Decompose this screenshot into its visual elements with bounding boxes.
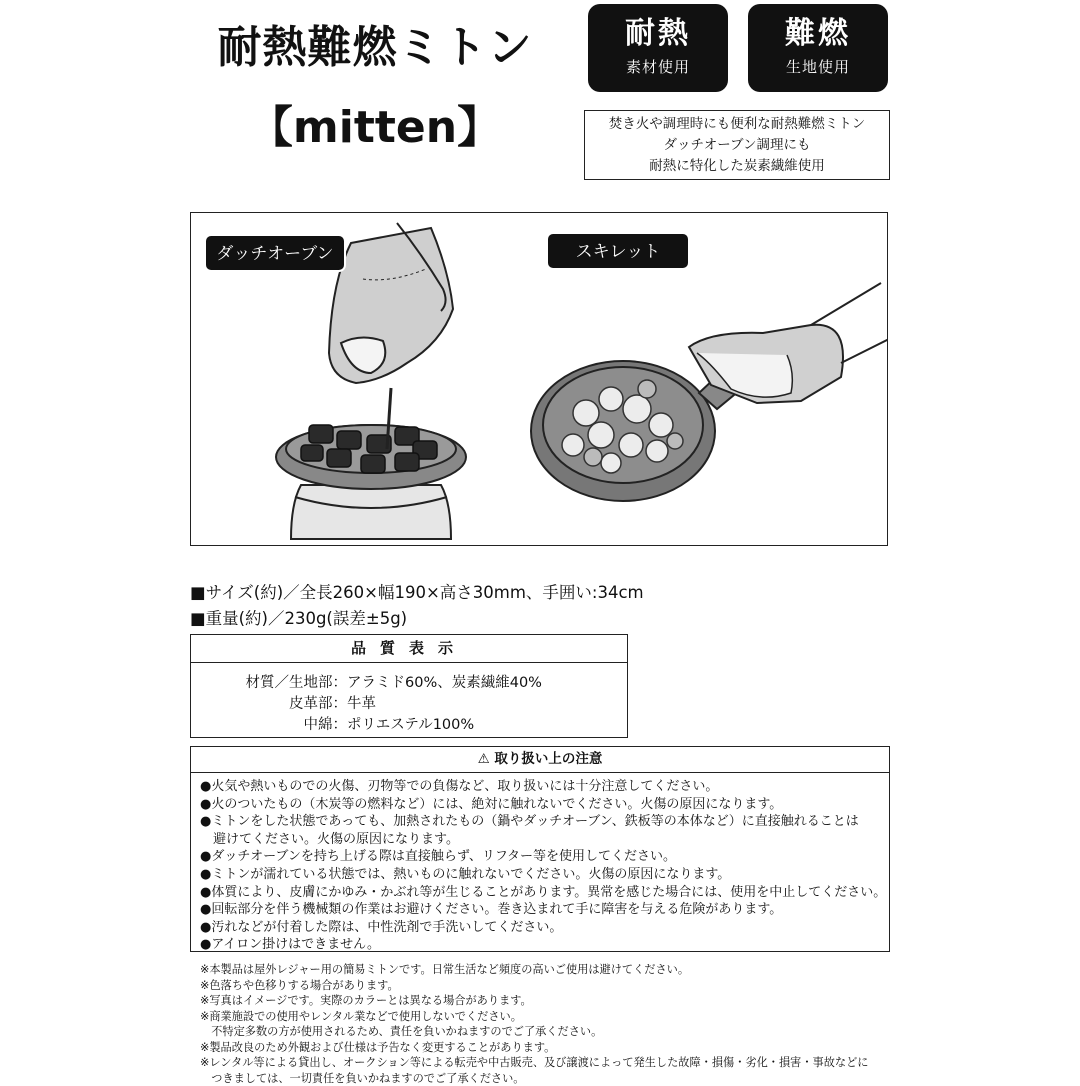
quality-heading: 品質表示 (191, 635, 627, 663)
caution-item: ●ミトンをした状態であっても、加熱されたもの（鍋やダッチオーブン、鉄板等の本体など）に直接触れることは (200, 813, 889, 831)
scene-label-dutch-oven: ダッチオーブン (216, 244, 333, 264)
caution-item: ●体質により、皮膚にかゆみ・かぶれ等が生じることがあります。異常を感じた場合には、使用を中止してください。 (200, 884, 889, 902)
footnotes (200, 962, 869, 1086)
badge-heading: 難燃 (748, 14, 888, 54)
caution-box (190, 746, 890, 952)
description-line: 耐熱に特化した炭素繊維使用 (585, 156, 889, 177)
footnote: つきましては、一切責任を負いかねますのでご了承ください。 (200, 1071, 869, 1086)
badge-heading: 耐熱 (588, 14, 728, 54)
quality-row (191, 673, 627, 694)
caution-item: ●汚れなどが付着した際は、中性洗剤で手洗いしてください。 (200, 919, 889, 937)
caution-item: ●火のついたもの（木炭等の燃料など）には、絶対に触れないでください。火傷の原因になります。 (200, 796, 889, 814)
quality-label-table (190, 634, 628, 738)
caution-heading: ⚠ 取り扱い上の注意 (191, 747, 889, 773)
footnote: ※写真はイメージです。実際のカラーとは異なる場合があります。 (200, 993, 869, 1009)
quality-row (191, 694, 627, 715)
badge-caption: 生地使用 (748, 54, 888, 80)
footnote: ※商業施設での使用やレンタル業などで使用しないでください。 (200, 1009, 869, 1025)
caution-item: ●ダッチオーブンを持ち上げる際は直接触らず、リフター等を使用してください。 (200, 848, 889, 866)
caution-item: ●火気や熱いものでの火傷、刃物等での負傷など、取り扱いには十分注意してください。 (200, 778, 889, 796)
caution-item: ●ミトンが濡れている状態では、熱いものに触れないでください。火傷の原因になります。 (200, 866, 889, 884)
footnote: ※色落ちや色移りする場合があります。 (200, 978, 869, 994)
caution-item: ●回転部分を伴う機械類の作業はお避けください。巻き込まれて手に障害を与える危険があります。 (200, 901, 889, 919)
spec-weight: ■重量(約)／230g(誤差±5g) (190, 608, 407, 630)
usage-drawing (191, 213, 888, 546)
heat-resistant-badge (588, 4, 728, 92)
scene-label-skillet: スキレット (576, 242, 661, 262)
footnote: 不特定多数の方が使用されるため、責任を負いかねますのでご了承ください。 (200, 1024, 869, 1040)
caution-item: ●アイロン掛けはできません。 (200, 936, 889, 954)
footnote: ※レンタル等による貸出し、オークション等による転売や中古販売、及び譲渡によって発生した故障・損傷・劣化・損害・事故などに (200, 1055, 869, 1071)
usage-illustration (190, 212, 888, 546)
description-line: 焚き火や調理時にも便利な耐熱難燃ミトン (585, 114, 889, 135)
caution-item: 避けてください。火傷の原因になります。 (200, 831, 889, 849)
quality-value: 牛革 (347, 694, 376, 715)
quality-key: 中綿： (191, 715, 347, 736)
description-line: ダッチオーブン調理にも (585, 135, 889, 156)
quality-value: アラミド60%、炭素繊維40% (347, 673, 542, 694)
quality-row (191, 715, 627, 736)
quality-key: 材質／生地部： (191, 673, 347, 694)
product-description (584, 110, 890, 180)
footnote: ※本製品は屋外レジャー用の簡易ミトンです。日常生活など頻度の高いご使用は避けてください。 (200, 962, 869, 978)
badge-caption: 素材使用 (588, 54, 728, 80)
page-subtitle: 【mitten】 (190, 98, 560, 158)
skillet-drawing (531, 283, 888, 501)
spec-size: ■サイズ(約)／全長260×幅190×高さ30mm、手囲い:34cm (190, 582, 644, 604)
quality-key: 皮革部： (191, 694, 347, 715)
quality-value: ポリエステル100% (347, 715, 474, 736)
footnote: ※製品改良のため外観および仕様は予告なく変更することがあります。 (200, 1040, 869, 1056)
flame-retardant-badge (748, 4, 888, 92)
page-title: 耐熱難燃ミトン (180, 18, 570, 78)
